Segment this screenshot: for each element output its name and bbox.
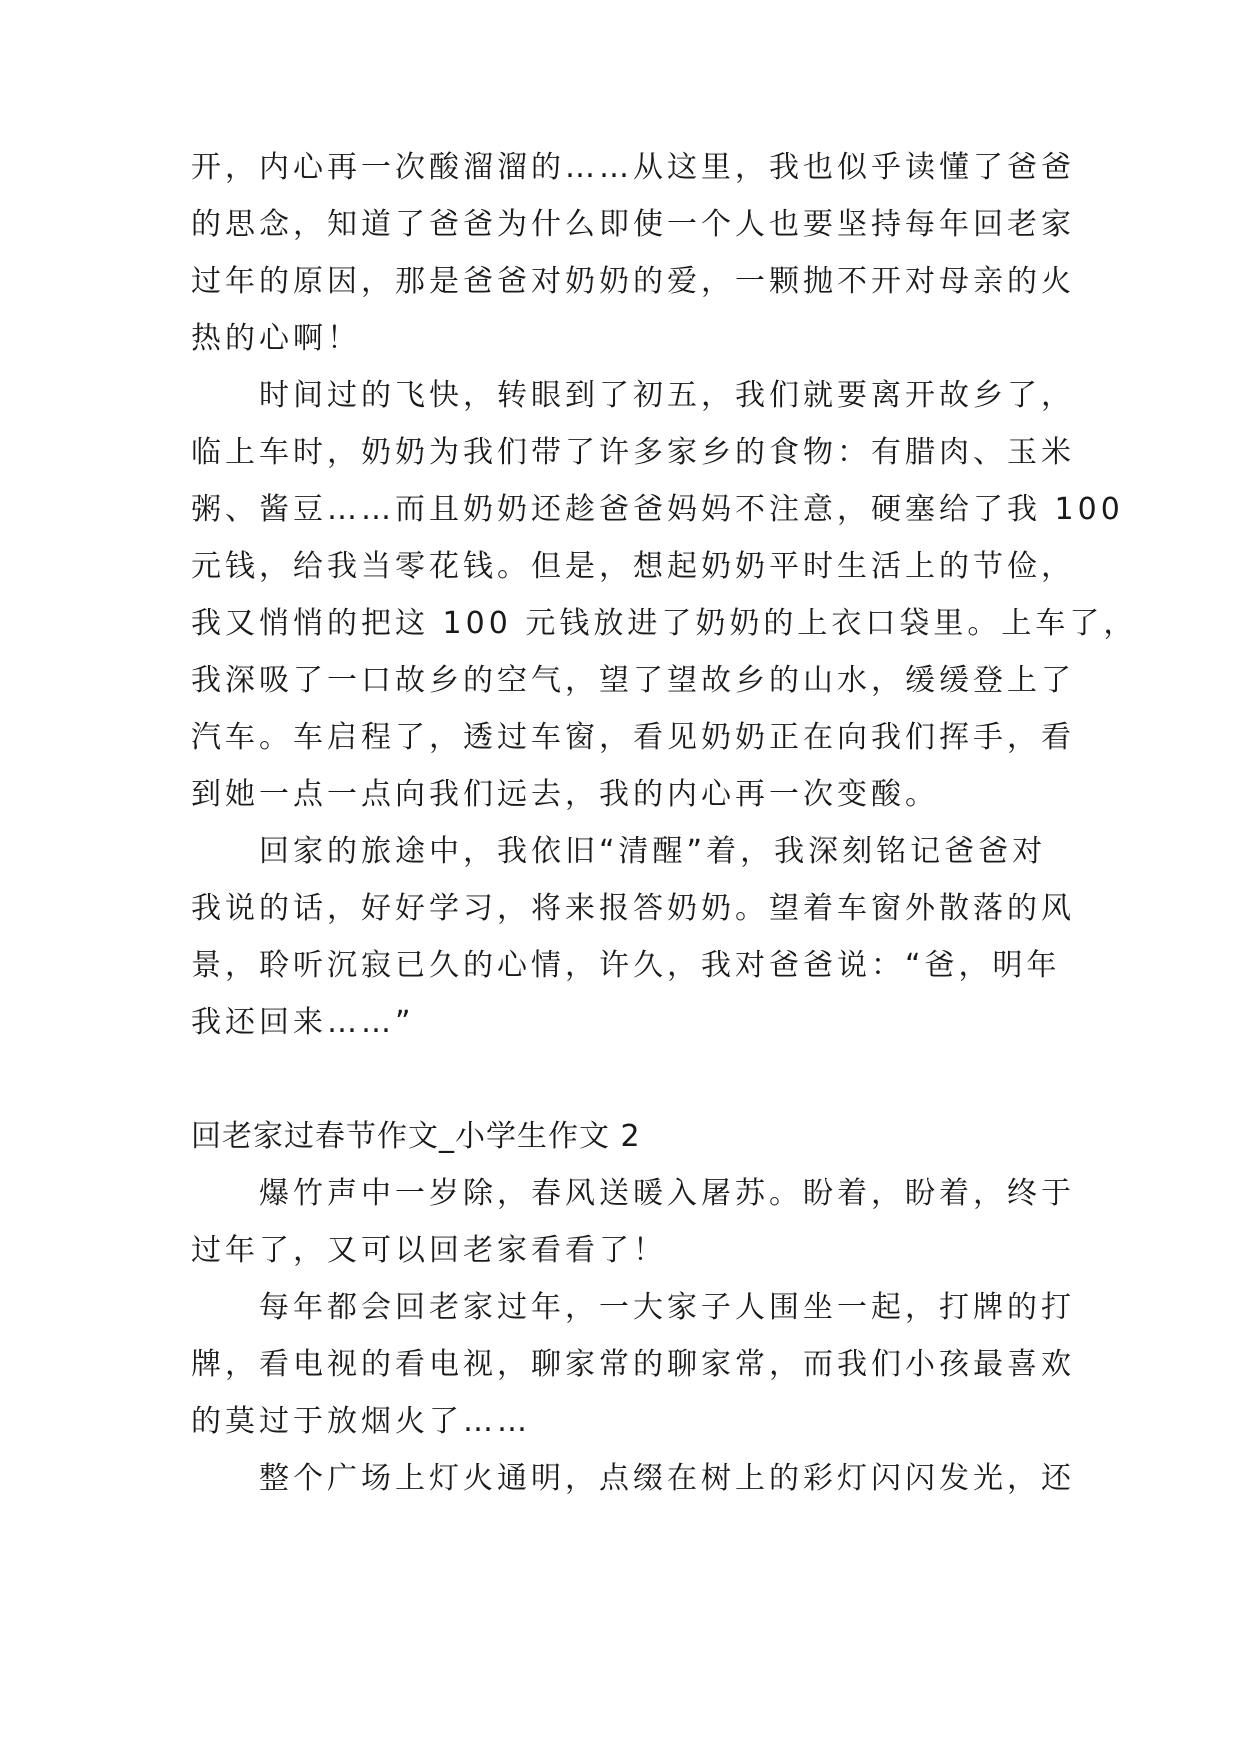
text-line: 的莫过于放烟火了…… — [191, 1404, 531, 1439]
text-line: 整个广场上灯火通明，点缀在树上的彩灯闪闪发光，还 — [259, 1461, 1075, 1496]
text-line: 我还回来……” — [191, 1005, 415, 1040]
text-line: 开，内心再一次酸溜溜的……从这里，我也似乎读懂了爸爸 — [191, 150, 1075, 185]
text-line: 汽车。车启程了，透过车窗，看见奶奶正在向我们挥手，看 — [191, 720, 1075, 755]
text-line: 到她一点一点向我们远去，我的内心再一次变酸。 — [191, 777, 939, 812]
text-line: 元钱，给我当零花钱。但是，想起奶奶平时生活上的节俭， — [191, 549, 1075, 584]
text-line: 我说的话，好好学习，将来报答奶奶。望着车窗外散落的风 — [191, 891, 1075, 926]
text-line: 我又悄悄的把这 100 元钱放进了奶奶的上衣口袋里。上车了， — [191, 606, 1138, 641]
text-line: 时间过的飞快，转眼到了初五，我们就要离开故乡了， — [259, 378, 1075, 413]
text-line: 临上车时，奶奶为我们带了许多家乡的食物：有腊肉、玉米 — [191, 435, 1075, 470]
text-line: 粥、酱豆……而且奶奶还趁爸爸妈妈不注意，硬塞给了我 100 — [191, 492, 1124, 527]
text-line: 每年都会回老家过年，一大家子人围坐一起，打牌的打 — [259, 1290, 1075, 1325]
text-line: 过年了，又可以回老家看看了！ — [191, 1233, 667, 1268]
text-line: 爆竹声中一岁除，春风送暖入屠苏。盼着，盼着，终于 — [259, 1176, 1075, 1211]
text-line: 热的心啊！ — [191, 321, 361, 356]
text-line: 牌，看电视的看电视，聊家常的聊家常，而我们小孩最喜欢 — [191, 1347, 1075, 1382]
text-line: 我深吸了一口故乡的空气，望了望故乡的山水，缓缓登上了 — [191, 663, 1075, 698]
section-title: 回老家过春节作文_小学生作文 2 — [191, 1119, 641, 1154]
text-line: 过年的原因，那是爸爸对奶奶的爱，一颗抛不开对母亲的火 — [191, 264, 1075, 299]
text-line: 的思念，知道了爸爸为什么即使一个人也要坚持每年回老家 — [191, 207, 1075, 242]
text-line: 景，聆听沉寂已久的心情，许久，我对爸爸说：“爸，明年 — [191, 948, 1061, 983]
text-line: 回家的旅途中，我依旧“清醒”着，我深刻铭记爸爸对 — [259, 834, 1047, 869]
